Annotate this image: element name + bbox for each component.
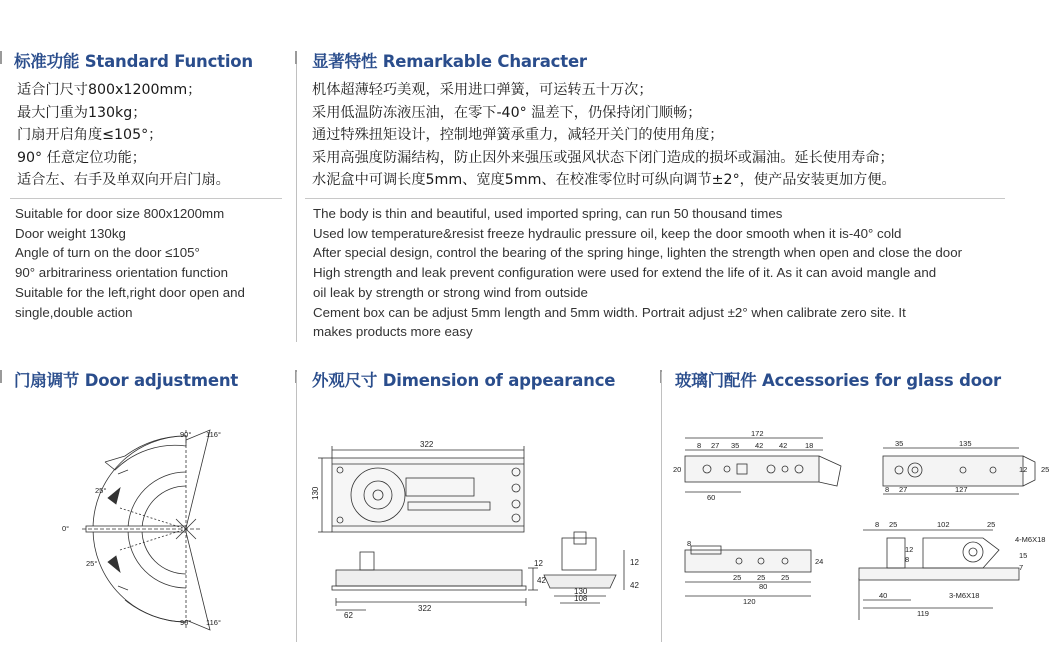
remarkable-en-list (313, 204, 962, 342)
standard-en-line: Suitable for door size 800x1200mm (15, 206, 225, 221)
acc-d119: 119 (917, 609, 929, 618)
accessories-title: 玻璃门配件 Accessories for glass door (675, 371, 1001, 390)
acc-b27: 27 (899, 485, 908, 494)
angle-116-bottom: 116° (206, 618, 221, 627)
divider (661, 372, 662, 642)
acc-b35: 35 (895, 439, 904, 448)
acc-b12: 12 (1019, 465, 1028, 474)
acc-c25a: 25 (733, 573, 742, 582)
standard-zh-line: 适合门尺寸800x1200mm； (17, 82, 202, 98)
acc-60: 60 (707, 493, 716, 502)
standard-en-line: Suitable for the left,right door open and (15, 284, 245, 300)
acc-c25b: 25 (757, 573, 766, 582)
acc-8: 8 (697, 441, 702, 450)
dimension-title: 外观尺寸 Dimension of appearance (312, 371, 616, 390)
remarkable-en-line: makes products more easy (313, 324, 473, 340)
dim-42-end: 42 (630, 581, 639, 590)
acc-d8: 8 (875, 520, 880, 529)
standard-en-line: Angle of turn on the door ≤105° (15, 245, 200, 261)
dim-322-side: 322 (418, 604, 432, 613)
acc-c8: 8 (687, 539, 692, 548)
dim-130-end: 130 (574, 587, 588, 596)
acc-d8b: 8 (905, 555, 910, 564)
acc-d12: 12 (905, 545, 914, 554)
acc-c25c: 25 (781, 573, 790, 582)
acc-c120: 120 (743, 597, 756, 606)
acc-20: 20 (673, 465, 682, 474)
acc-d102: 102 (937, 520, 950, 529)
remarkable-zh-line: 机体超薄轻巧美观，采用进口弹簧，可运转五十万次； (312, 82, 653, 98)
divider (296, 52, 297, 342)
section-marker (295, 51, 297, 64)
acc-35: 35 (731, 441, 740, 450)
remarkable-en-line: Cement box can be adjust 5mm length and 5mm width. Portrait adjust ±2° when calibrate zero site. It (313, 304, 906, 320)
remarkable-zh-line: 采用高强度防漏结构，防止因外来强压或强风状态下闭门造成的损坏或漏油。延长使用寿命； (312, 149, 894, 166)
dim-108-end: 108 (574, 594, 588, 603)
door-adjustment-title: 门扇调节 Door adjustment (14, 371, 239, 390)
acc-b135: 135 (959, 439, 972, 448)
acc-d3m6: 3-M6X18 (949, 591, 980, 600)
divider (10, 198, 282, 199)
angle-25-top: 25° (95, 486, 107, 495)
angle-90-top: 90° (180, 430, 192, 439)
dim-322-top: 322 (420, 440, 434, 449)
acc-d7: 7 (1019, 563, 1024, 572)
section-marker (0, 370, 2, 383)
acc-42: 42 (755, 441, 764, 450)
standard-en-list (15, 204, 245, 322)
acc-b25: 25 (1041, 465, 1050, 474)
divider (305, 198, 1005, 199)
dim-62: 62 (344, 611, 353, 620)
accessories-diagram (663, 400, 1059, 645)
remarkable-en-line: oil leak by strength or strong wind from outside (313, 284, 588, 300)
acc-b8: 8 (885, 485, 890, 494)
standard-en-line: 90° arbitrariness orientation function (15, 265, 229, 281)
angle-116-top: 116° (206, 430, 221, 439)
remarkable-en-line: High strength and leak prevent configuration were used for extend the life of it. As it can avoid mangle and (313, 265, 937, 281)
standard-en-line: single,double action (15, 304, 133, 320)
dim-12: 12 (534, 559, 543, 568)
acc-d40: 40 (879, 591, 888, 600)
remarkable-character-title: 显著特性 Remarkable Character (312, 52, 587, 71)
standard-en-line: Door weight 130kg (15, 225, 126, 241)
remarkable-en-line: After special design, control the bearing of the spring hinge, lighten the strength when open and close the door (313, 245, 963, 261)
standard-zh-line: 90° 任意定位功能； (17, 149, 146, 166)
acc-d25b: 25 (987, 520, 996, 529)
dim-42: 42 (537, 576, 546, 585)
acc-d4m6: 4-M6X18 (1015, 535, 1046, 544)
section-marker (0, 51, 2, 64)
angle-0: 0° (62, 524, 70, 533)
door-adjustment-diagram (0, 400, 292, 645)
remarkable-en-line: The body is thin and beautiful, used imported spring, can run 50 thousand times (313, 206, 783, 221)
remarkable-zh-line: 采用低温防冻液压油，在零下-40° 温差下，仍保持闭门顺畅； (312, 104, 702, 121)
dim-12-end: 12 (630, 558, 639, 567)
dimension-diagram (298, 400, 658, 645)
acc-27: 27 (711, 441, 720, 450)
remarkable-zh-list (312, 79, 896, 192)
acc-172: 172 (751, 429, 764, 438)
standard-zh-line: 门扇开启角度≤105°； (17, 127, 163, 143)
acc-d25: 25 (889, 520, 898, 529)
standard-zh-list (17, 79, 230, 192)
divider (296, 372, 297, 642)
acc-c24: 24 (815, 557, 824, 566)
acc-c80: 80 (759, 582, 768, 591)
angle-90-bottom: 90° (180, 618, 192, 627)
acc-d15: 15 (1019, 551, 1028, 560)
remarkable-zh-line: 水泥盒中可调长度5mm、宽度5mm、在校准零位时可纵向调节±2°，使产品安装更加方便。 (312, 172, 896, 188)
standard-zh-line: 适合左、右手及单双向开启门扇。 (17, 172, 230, 188)
dim-130-height: 130 (311, 486, 320, 500)
standard-function-title: 标准功能 Standard Function (14, 52, 253, 71)
remarkable-en-line: Used low temperature&resist freeze hydraulic pressure oil, keep the door smooth when it is-40° cold (313, 225, 902, 241)
acc-42b: 42 (779, 441, 788, 450)
acc-18: 18 (805, 441, 814, 450)
standard-zh-line: 最大门重为130kg； (17, 104, 147, 121)
remarkable-zh-line: 通过特殊扭矩设计，控制地弹簧承重力，减轻开关门的使用角度； (312, 127, 724, 143)
angle-25-bottom: 25° (86, 559, 98, 568)
acc-b127: 127 (955, 485, 968, 494)
